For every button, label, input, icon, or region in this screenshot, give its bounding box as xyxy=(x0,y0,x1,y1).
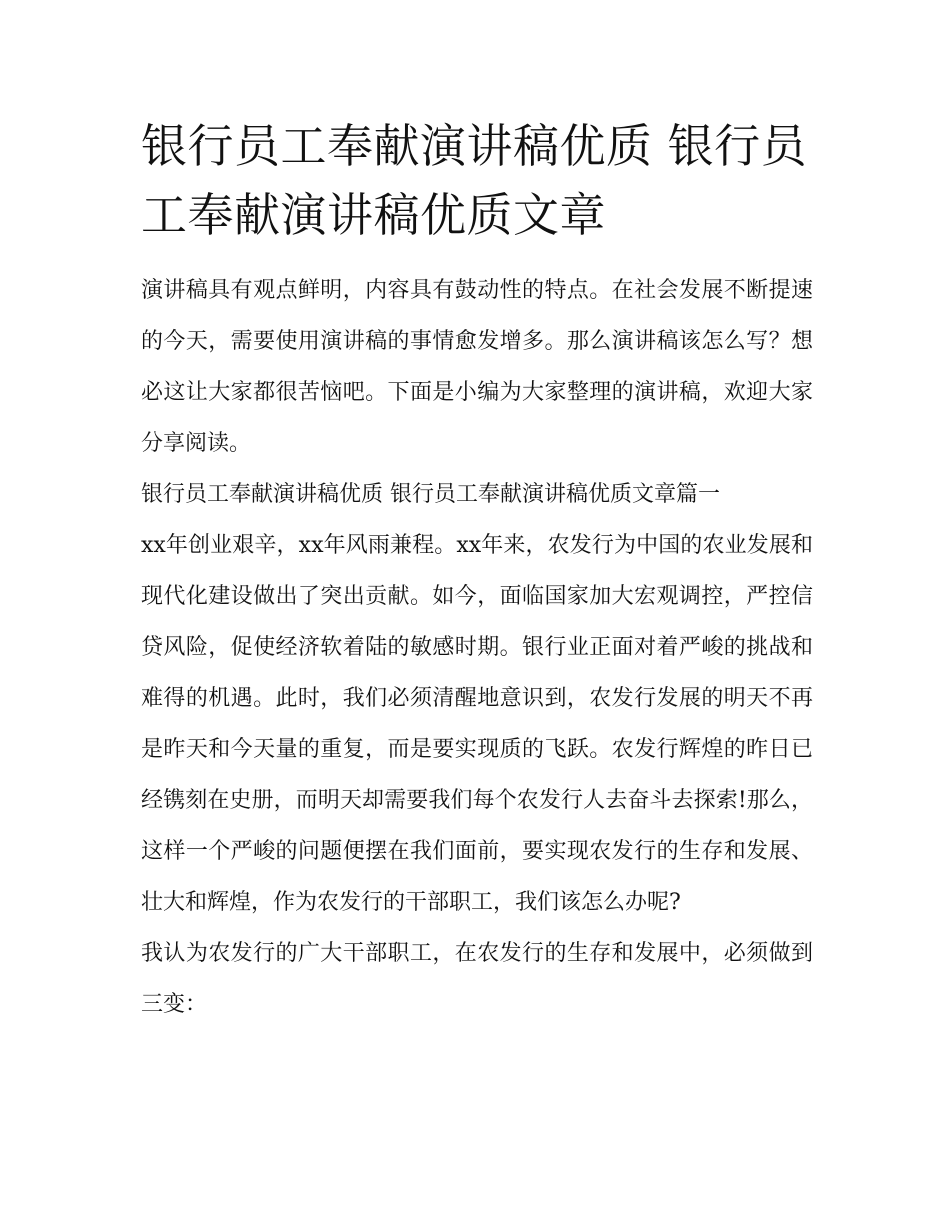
body-paragraph: xx年创业艰辛，xx年风雨兼程。xx年来，农发行为中国的农业发展和现代化建设做出了突出贡献。如今，面临国家加大宏观调控，严控信贷风险，促使经济软着陆的敏感时期。银行业正面对着严峻的挑战和难得的机遇。此时，我们必须清醒地意识到，农发行发展的明天不再是昨天和今天量的重复，而是要实现质的飞跃。农发行辉煌的昨日已经镌刻在史册，而明天却需要我们每个农发行人去奋斗去探索!那么，这样一个严峻的问题便摆在我们面前，要实现农发行的生存和发展、壮大和辉煌，作为农发行的干部职工，我们该怎么办呢? xyxy=(141,533,813,915)
document-title: 银行员工奉献演讲稿优质 银行员工奉献演讲稿优质文章 xyxy=(141,119,808,242)
intro-paragraph: 演讲稿具有观点鲜明，内容具有鼓动性的特点。在社会发展不断提速的今天，需要使用演讲稿的事情愈发增多。那么演讲稿该怎么写？想必这让大家都很苦恼吧。下面是小编为大家整理的演讲稿，欢迎大家分享阅读。 xyxy=(141,278,813,456)
body-paragraph: 我认为农发行的广大干部职工，在农发行的生存和发展中，必须做到三变： xyxy=(141,941,813,1017)
section-heading: 银行员工奉献演讲稿优质 银行员工奉献演讲稿优质文章篇一 xyxy=(141,482,720,507)
document-page xyxy=(141,112,813,1030)
document-body xyxy=(141,265,813,1030)
